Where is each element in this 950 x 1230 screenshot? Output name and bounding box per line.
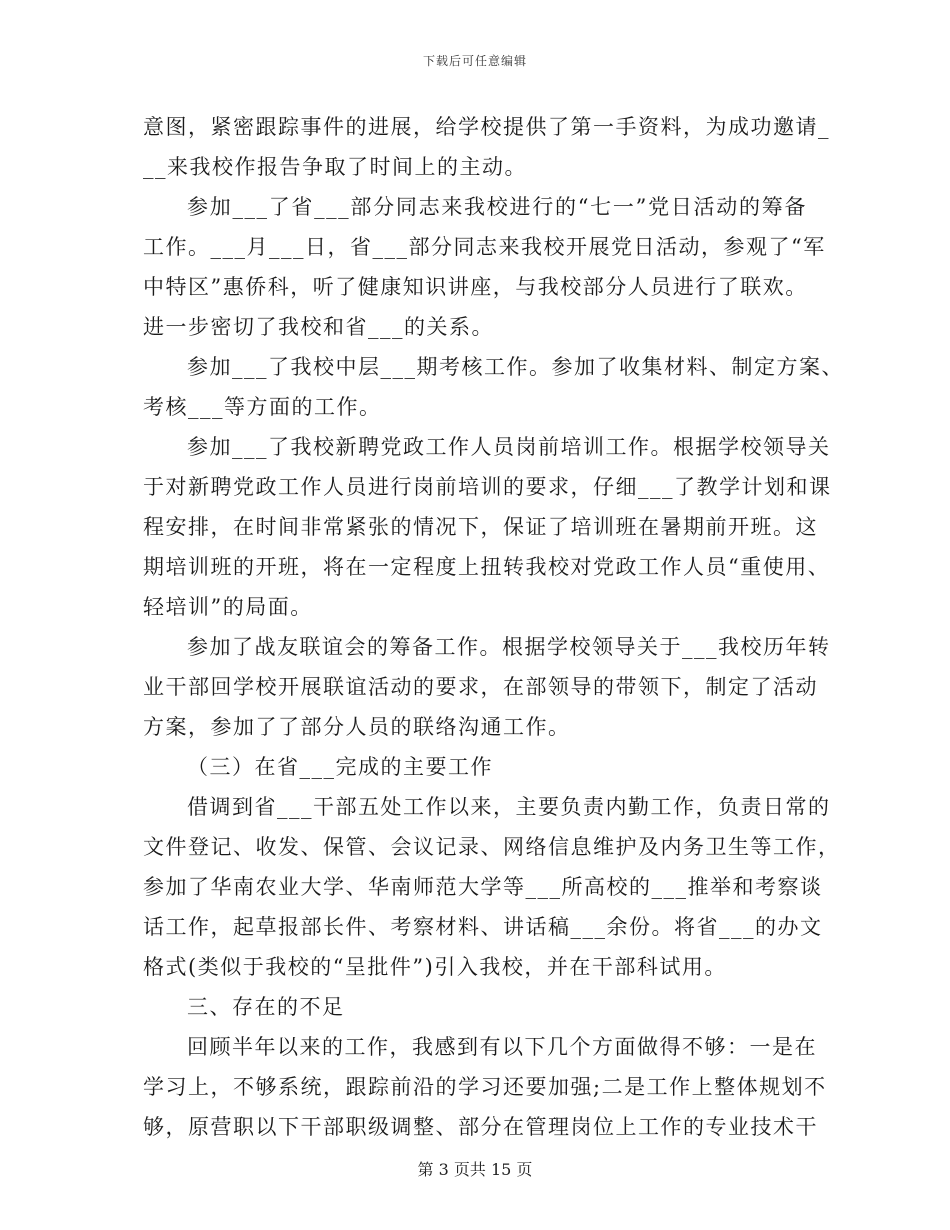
text-line: 于对新聘党政工作人员进行岗前培训的要求，仔细___了教学计划和课 — [143, 475, 832, 499]
paragraph-start: 参加了战友联谊会的筹备工作。根据学校领导关于___我校历年转 — [187, 635, 831, 659]
section-heading: （三）在省___完成的主要工作 — [187, 755, 493, 779]
paragraph-start: 参加___了我校新聘党政工作人员岗前培训工作。根据学校领导关 — [187, 435, 831, 459]
paragraph-start: 参加___了省___部分同志来我校进行的“七一”党日活动的筹备 — [187, 195, 807, 219]
text-line: 考核___等方面的工作。 — [143, 395, 382, 419]
text-line: 学习上，不够系统，跟踪前沿的学习还要加强;二是工作上整体规划不 — [143, 1075, 827, 1099]
text-line: 工作。___月___日，省___部分同志来我校开展党日活动，参观了“军 — [143, 235, 826, 259]
text-line: 意图，紧密跟踪事件的进展，给学校提供了第一手资料，为成功邀请_ — [143, 115, 830, 139]
text-line: 中特区”惠侨科，听了健康知识讲座，与我校部分人员进行了联欢。 — [143, 275, 808, 299]
page-footer: 第 3 页共 15 页 — [417, 1160, 533, 1179]
text-line: __来我校作报告争取了时间上的主动。 — [143, 155, 527, 179]
page-header: 下载后可任意编辑 — [422, 54, 527, 68]
text-line: 话工作，起草报部长件、考察材料、讲话稿___余份。将省___的办文 — [143, 915, 823, 939]
document-body — [143, 107, 844, 1147]
text-line: 格式(类似于我校的“呈批件”)引入我校，并在干部科试用。 — [143, 955, 727, 979]
text-line: 程安排，在时间非常紧张的情况下，保证了培训班在暑期前开班。这 — [143, 515, 818, 539]
text-line: 文件登记、收发、保管、会议记录、网络信息维护及内务卫生等工作， — [143, 835, 841, 859]
text-line: 够，原营职以下干部职级调整、部分在管理岗位上工作的专业技术干 — [143, 1115, 818, 1139]
paragraph-start: 回顾半年以来的工作，我感到有以下几个方面做得不够：一是在 — [187, 1035, 817, 1059]
section-heading: 三、存在的不足 — [187, 995, 345, 1019]
paragraph-start: 借调到省___干部五处工作以来，主要负责内勤工作，负责日常的 — [187, 795, 831, 819]
text-line: 轻培训”的局面。 — [143, 595, 313, 619]
text-line: 业干部回学校开展联谊活动的要求，在部领导的带领下，制定了活动 — [143, 675, 818, 699]
text-line: 方案，参加了了部分人员的联络沟通工作。 — [143, 715, 571, 739]
paragraph-start: 参加___了我校中层___期考核工作。参加了收集材料、制定方案、 — [187, 355, 844, 379]
text-line: 参加了华南农业大学、华南师范大学等___所高校的___推举和考察谈 — [143, 875, 823, 899]
text-line: 进一步密切了我校和省___的关系。 — [143, 315, 494, 339]
text-line: 期培训班的开班，将在一定程度上扭转我校对党政工作人员“重使用、 — [143, 555, 831, 579]
